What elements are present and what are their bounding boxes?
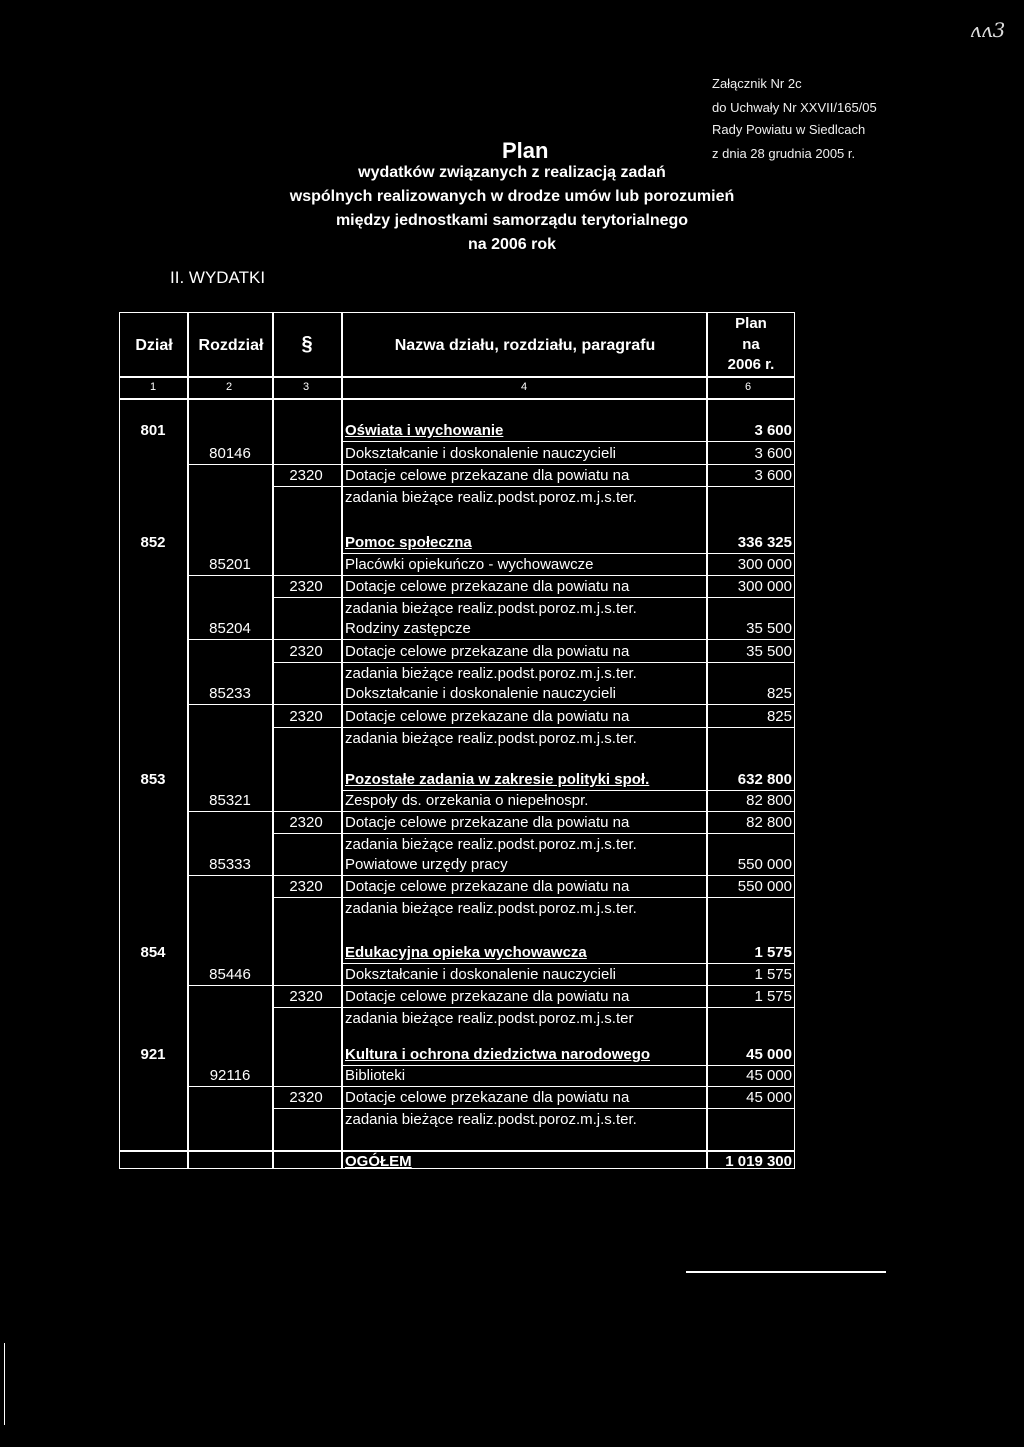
annex-line: do Uchwały Nr XXVII/165/05 (712, 100, 877, 115)
dzial-code: 801 (140, 422, 166, 439)
annex-line: Załącznik Nr 2c (712, 76, 802, 91)
rozdzial-code: 85333 (209, 856, 251, 873)
plan-value: 82 800 (746, 814, 792, 831)
plan-value: 45 000 (746, 1046, 792, 1063)
item-name: Dotacje celowe przekazane dla powiatu na (345, 708, 630, 725)
item-name-continued: zadania bieżące realiz.podst.poroz.m.j.s.ter. (345, 900, 637, 917)
plan-value: 35 500 (746, 643, 792, 660)
item-name: Dotacje celowe przekazane dla powiatu na (345, 878, 630, 895)
row-separator (187, 704, 795, 705)
plan-value: 1 575 (754, 944, 792, 961)
row-separator (187, 575, 795, 576)
row-separator (341, 553, 795, 554)
item-name: Dotacje celowe przekazane dla powiatu na (345, 578, 630, 595)
plan-value: 45 000 (746, 1067, 792, 1084)
row-separator (272, 897, 795, 898)
plan-value: 1 575 (754, 966, 792, 983)
item-name: Dotacje celowe przekazane dla powiatu na (345, 467, 630, 484)
item-name-continued: zadania bieżące realiz.podst.poroz.m.j.s.ter. (345, 489, 637, 506)
decorative-line (686, 1271, 886, 1273)
plan-value: 35 500 (746, 620, 792, 637)
section-heading: II. WYDATKI (170, 268, 266, 287)
header-plan: Plan (735, 315, 767, 332)
row-separator (272, 486, 795, 487)
item-name: Pomoc społeczna (345, 534, 472, 551)
dzial-code: 921 (140, 1046, 166, 1063)
rozdzial-code: 85321 (209, 792, 251, 809)
row-separator (272, 1108, 795, 1109)
item-name: Zespoły ds. orzekania o niepełnospr. (345, 792, 589, 809)
row-separator (187, 639, 795, 640)
rozdzial-code: 85201 (209, 556, 251, 573)
item-name-continued: zadania bieżące realiz.podst.poroz.m.j.s.ter. (345, 1111, 637, 1128)
plan-value: 825 (766, 685, 792, 702)
row-separator (341, 441, 795, 442)
column-number: 6 (744, 381, 752, 393)
item-name: Biblioteki (345, 1067, 406, 1084)
row-separator (187, 1086, 795, 1087)
item-name: Dotacje celowe przekazane dla powiatu na (345, 1089, 630, 1106)
item-name: Dokształcanie i doskonalenie nauczycieli (345, 685, 616, 702)
subtitle-line: wydatków związanych z realizacją zadań (358, 164, 666, 181)
plan-value: 3 600 (754, 445, 792, 462)
plan-value: 45 000 (746, 1089, 792, 1106)
rozdzial-code: 92116 (209, 1067, 251, 1084)
item-name: Oświata i wychowanie (345, 422, 504, 439)
subtitle-line: na 2006 rok (467, 236, 557, 253)
paragraf-code: 2320 (289, 814, 323, 831)
dzial-code: 852 (140, 534, 166, 551)
item-name-continued: zadania bieżące realiz.podst.poroz.m.j.s.ter. (345, 836, 637, 853)
dzial-code: 854 (140, 944, 166, 961)
annex-line: Rady Powiatu w Siedlcach (712, 122, 866, 137)
subtitle-line: wspólnych realizowanych w drodze umów lub porozumień (289, 188, 735, 205)
plan-value: 1 575 (754, 988, 792, 1005)
item-name-continued: zadania bieżące realiz.podst.poroz.m.j.s.ter. (345, 730, 637, 747)
item-name: Powiatowe urzędy pracy (345, 856, 508, 873)
item-name: Dokształcanie i doskonalenie nauczycieli (345, 966, 616, 983)
plan-value: 632 800 (737, 771, 792, 788)
item-name: Pozostałe zadania w zakresie polityki społ. (345, 771, 650, 788)
total-value: 1 019 300 (725, 1153, 792, 1170)
row-separator (272, 833, 795, 834)
plan-value: 300 000 (737, 578, 792, 595)
subtitle-line: między jednostkami samorządu terytorialnego (335, 212, 689, 229)
scan-edge-mark (4, 1343, 5, 1425)
row-separator (272, 727, 795, 728)
row-separator (272, 1007, 795, 1008)
plan-value: 550 000 (737, 856, 792, 873)
row-separator (341, 790, 795, 791)
item-name: Edukacyjna opieka wychowawcza (345, 944, 587, 961)
row-separator (341, 963, 795, 964)
rozdzial-code: 85233 (209, 685, 251, 702)
plan-value: 300 000 (737, 556, 792, 573)
header-rozdzial: Rozdział (198, 337, 264, 354)
dzial-code: 853 (140, 771, 166, 788)
column-number: 4 (520, 381, 528, 393)
row-separator (187, 985, 795, 986)
column-number: 3 (302, 381, 310, 393)
item-name: Dotacje celowe przekazane dla powiatu na (345, 643, 630, 660)
item-name: Dotacje celowe przekazane dla powiatu na (345, 814, 630, 831)
plan-value: 82 800 (746, 792, 792, 809)
plan-value: 336 325 (737, 534, 792, 551)
row-separator (272, 662, 795, 663)
item-name: Placówki opiekuńczo - wychowawcze (345, 556, 594, 573)
paragraf-code: 2320 (289, 708, 323, 725)
row-separator (341, 1065, 795, 1066)
row-separator (187, 464, 795, 465)
paragraf-code: 2320 (289, 467, 323, 484)
item-name-continued: zadania bieżące realiz.podst.poroz.m.j.s.ter. (345, 600, 637, 617)
paragraf-code: 2320 (289, 1089, 323, 1106)
paragraf-code: 2320 (289, 878, 323, 895)
plan-value: 3 600 (754, 467, 792, 484)
row-separator (187, 811, 795, 812)
header-dzial: Dział (135, 337, 173, 354)
item-name: Dokształcanie i doskonalenie nauczycieli (345, 445, 616, 462)
rozdzial-code: 85204 (209, 620, 251, 637)
plan-value: 825 (766, 708, 792, 725)
item-name-continued: zadania bieżące realiz.podst.poroz.m.j.s.ter. (345, 665, 637, 682)
row-separator (187, 875, 795, 876)
annex-date: z dnia 28 grudnia 2005 r. (712, 146, 856, 161)
item-name-continued: zadania bieżące realiz.podst.poroz.m.j.s.ter (345, 1010, 634, 1027)
column-number: 1 (149, 381, 157, 393)
column-number: 2 (225, 381, 233, 393)
header-plan: 2006 r. (727, 356, 775, 373)
rozdzial-code: 80146 (209, 445, 251, 462)
row-separator (272, 597, 795, 598)
header-plan: na (742, 336, 760, 353)
paragraf-code: 2320 (289, 988, 323, 1005)
item-name: Kultura i ochrona dziedzictwa narodowego (345, 1046, 651, 1063)
item-name: Rodziny zastępcze (345, 620, 471, 637)
paragraf-code: 2320 (289, 643, 323, 660)
rozdzial-code: 85446 (209, 966, 251, 983)
header-nazwa: Nazwa działu, rozdziału, paragrafu (394, 337, 656, 354)
page-number-mark: ʌʌ3 (970, 18, 1006, 42)
document-title: Plan (502, 138, 549, 163)
item-name: Dotacje celowe przekazane dla powiatu na (345, 988, 630, 1005)
total-label: OGÓŁEM (345, 1153, 412, 1170)
paragraf-code: 2320 (289, 578, 323, 595)
header-paragraf: § (301, 333, 313, 355)
plan-value: 550 000 (737, 878, 792, 895)
plan-value: 3 600 (754, 422, 792, 439)
